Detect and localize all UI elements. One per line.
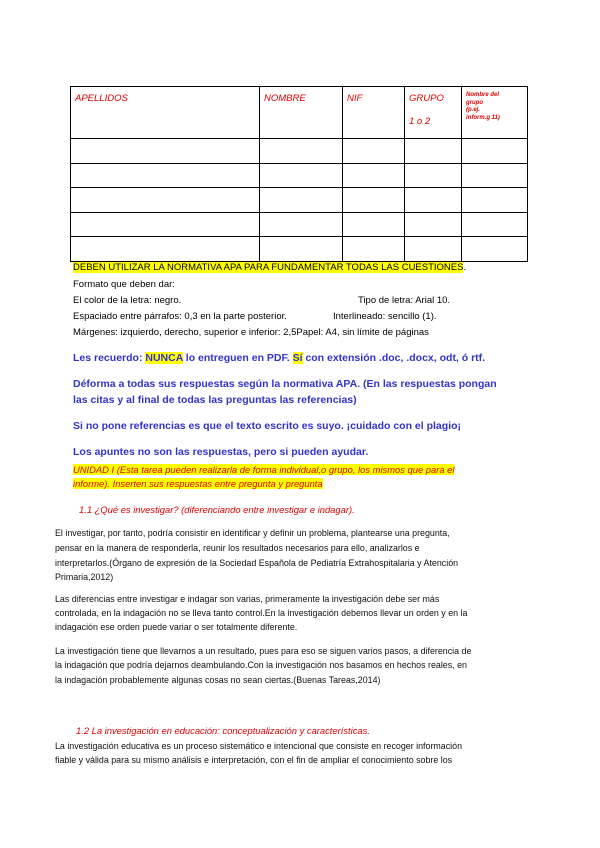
table-row	[71, 139, 528, 164]
apa-heading	[73, 262, 466, 273]
unit-instructions-text1: UNIDAD I (Esta tarea pueden realizarla de forma individual,o grupo, los mismos que para el	[73, 464, 455, 475]
cell-apellidos[interactable]	[71, 237, 260, 262]
reminder-part-b: lo entreguen en PDF.	[182, 352, 293, 364]
cell-nombre-grupo[interactable]	[462, 237, 528, 262]
reminder-part-a: Les recuerdo:	[73, 352, 146, 364]
cell-nombre[interactable]	[260, 163, 343, 188]
apa-note-line1: Déforma a todas sus respuestas según la normativa APA. (En las respuestas pongan	[73, 378, 497, 390]
q11-paragraph1-line2: pensar en la manera de responderla, reunir los resultados necesarios para ello, analizarlos e	[55, 543, 420, 553]
header-nombre-grupo-line1: Nombre del	[466, 92, 500, 98]
student-info-table	[70, 86, 528, 262]
q11-paragraph2-line1: Las diferencias entre investigar e indagar son varias, primeramente la investigación debe ser más	[55, 594, 440, 604]
cell-nombre[interactable]	[260, 237, 343, 262]
format-reminder	[73, 352, 485, 364]
header-nombre-grupo-line2: grupo	[466, 99, 483, 106]
header-nombre-grupo-line3: (p.ej.	[466, 107, 481, 113]
reminder-nunca: NUNCA	[145, 352, 183, 364]
font-rule: Tipo de letra: Arial 10.	[358, 295, 451, 306]
plagiarism-note: Si no pone referencias es que el texto escrito es suyo. ¡cuidado con el plagio¡	[73, 420, 462, 432]
cell-nombre-grupo[interactable]	[462, 163, 528, 188]
apa-heading-end: .	[463, 262, 467, 273]
spacing-rule: Espaciado entre párrafos: 0,3 en la parte posterior.	[73, 311, 287, 322]
header-nombre: NOMBRE	[260, 87, 343, 139]
cell-apellidos[interactable]	[71, 139, 260, 164]
q11-paragraph2-line2: controlada, en la indagación no se lleva tanto control.En la investigación debemos llevar un orden y en la	[55, 608, 468, 618]
line-height-rule: Interlineado: sencillo (1).	[333, 311, 437, 322]
q12-paragraph1-line2: fiable y válida para su mismo análisis e interpretación, con el fin de ampliar el conocimiento sobre los	[55, 755, 453, 765]
cell-nombre[interactable]	[260, 139, 343, 164]
q11-paragraph3-line3: la indagación probablemente algunas cosas no sean ciertas.(Buenas Tareas,2014)	[55, 675, 381, 685]
cell-nombre-grupo[interactable]	[462, 139, 528, 164]
cell-apellidos[interactable]	[71, 188, 260, 213]
reminder-part-c: con extensión .doc, .docx, odt, ó rtf.	[302, 352, 486, 364]
unit-instructions-line1	[73, 464, 454, 475]
cell-nombre[interactable]	[260, 188, 343, 213]
apa-note-line2: las citas y al final de todas las preguntas las referencias)	[73, 394, 357, 406]
unit-instructions-text2: informe). Inserten sus respuestas entre pregunta y pregunta	[73, 478, 323, 489]
header-grupo	[405, 87, 462, 139]
cell-nif[interactable]	[343, 188, 405, 213]
q11-paragraph3-line2: la indagación que podría dejarnos deambulando.Con la investigación nos basamos en hechos reales, en	[55, 660, 467, 670]
cell-nif[interactable]	[343, 163, 405, 188]
cell-grupo[interactable]	[405, 237, 462, 262]
q11-paragraph3-line1: La investigación tiene que llevarnos a un resultado, pues para eso se siguen varios pasos, a diferencia de	[55, 646, 472, 656]
cell-nombre[interactable]	[260, 212, 343, 237]
header-grupo-label: GRUPO	[409, 93, 444, 104]
cell-nif[interactable]	[343, 139, 405, 164]
cell-nif[interactable]	[343, 237, 405, 262]
header-nif: NIF	[343, 87, 405, 139]
cell-apellidos[interactable]	[71, 212, 260, 237]
margins-rule: Márgenes: izquierdo, derecho, superior e inferior: 2,5Papel: A4, sin límite de páginas	[73, 327, 429, 338]
cell-nombre-grupo[interactable]	[462, 188, 528, 213]
question-1-1-title: 1.1 ¿Qué es investigar? (diferenciando entre investigar e indagar).	[79, 504, 355, 515]
cell-apellidos[interactable]	[71, 163, 260, 188]
header-nombre-grupo-line4: inform.g 11)	[466, 114, 500, 121]
table-row	[71, 212, 528, 237]
notes-reminder: Los apuntes no son las respuestas, pero si pueden ayudar.	[73, 446, 369, 458]
table-header-row	[71, 87, 528, 139]
table-row	[71, 163, 528, 188]
cell-grupo[interactable]	[405, 163, 462, 188]
q11-paragraph1-line4: Primaria,2012)	[55, 572, 114, 582]
header-nombre-grupo	[462, 87, 528, 139]
formato-label: Formato que deben dar:	[73, 279, 175, 290]
header-apellidos: APELLIDOS	[71, 87, 260, 139]
q12-paragraph1-line1: La investigación educativa es un proceso sistemático e intencional que consiste en recoger información	[55, 741, 463, 751]
q11-paragraph1-line3: interpretarlos.(Órgano de expresión de la Sociedad Española de Pediatría Extrahospitalaria y Atención	[55, 558, 459, 568]
unit-instructions-line2	[73, 478, 323, 489]
q11-paragraph2-line3: indagación ese orden puede variar o ser totalmente diferente.	[55, 622, 298, 632]
cell-grupo[interactable]	[405, 212, 462, 237]
reminder-si: Sí	[292, 352, 303, 364]
cell-nif[interactable]	[343, 212, 405, 237]
table-row	[71, 188, 528, 213]
cell-grupo[interactable]	[405, 139, 462, 164]
table-row	[71, 237, 528, 262]
color-rule: El color de la letra: negro.	[73, 295, 182, 306]
apa-heading-text: DEBEN UTILIZAR LA NORMATIVA APA PARA FUNDAMENTAR TODAS LAS CUESTIONES	[73, 262, 464, 273]
cell-grupo[interactable]	[405, 188, 462, 213]
header-grupo-sub: 1 o 2	[409, 116, 431, 127]
cell-nombre-grupo[interactable]	[462, 212, 528, 237]
question-1-2-title: 1.2 La investigación en educación: conceptualización y características.	[76, 725, 370, 736]
q11-paragraph1-line1: El investigar, por tanto, podría consistir en identificar y definir un problema, plantearse una pregunta,	[55, 528, 450, 538]
